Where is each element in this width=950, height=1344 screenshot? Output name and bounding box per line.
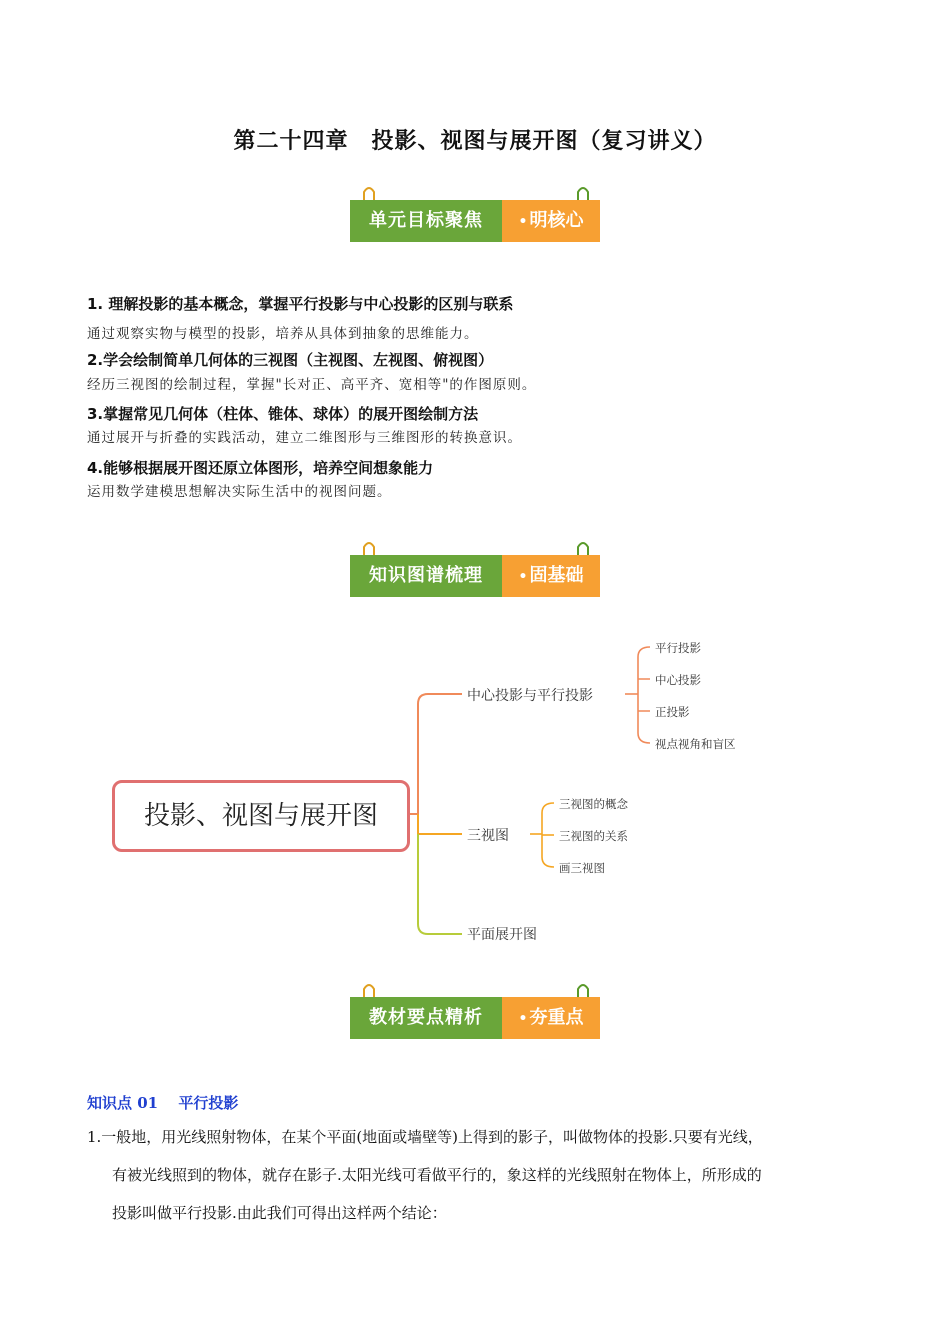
section-banner-key-points bbox=[350, 997, 600, 1039]
section-banner-goals bbox=[350, 200, 600, 242]
mindmap-leaf: 三视图的关系 bbox=[559, 829, 628, 843]
banner-left-text: 知识图谱梳理 bbox=[350, 555, 502, 597]
banner-dot: • bbox=[518, 569, 528, 585]
body-text-line: 有被光线照到的物体，就存在影子.太阳光线可看做平行的，象这样的光线照射在物体上，所形成的 bbox=[112, 1166, 762, 1184]
knowledge-point-heading: 知识点 01 平行投影 bbox=[87, 1094, 239, 1112]
banner-left-text: 单元目标聚焦 bbox=[350, 200, 502, 242]
mindmap-root-node: 投影、视图与展开图 bbox=[112, 780, 410, 852]
goal-desc-3: 通过展开与折叠的实践活动，建立二维图形与三维图形的转换意识。 bbox=[87, 430, 522, 446]
banner-left-text: 教材要点精析 bbox=[350, 997, 502, 1039]
mindmap-leaf: 平行投影 bbox=[655, 641, 701, 655]
mindmap-leaf: 三视图的概念 bbox=[559, 797, 628, 811]
mindmap-branch-three-views: 三视图 bbox=[467, 828, 509, 844]
banner-dot: • bbox=[518, 1011, 528, 1027]
banner-right-text: 明核心 bbox=[529, 210, 584, 231]
banner-right bbox=[502, 997, 600, 1039]
body-text-line: 投影叫做平行投影.由此我们可得出这样两个结论： bbox=[112, 1204, 447, 1222]
banner-right bbox=[502, 200, 600, 242]
goal-desc-2: 经历三视图的绘制过程，掌握"长对正、高平齐、宽相等"的作图原则。 bbox=[87, 377, 537, 393]
goal-heading-1: 1. 理解投影的基本概念，掌握平行投影与中心投影的区别与联系 bbox=[87, 295, 514, 313]
mindmap-leaf: 正投影 bbox=[655, 705, 690, 719]
mindmap-leaf: 画三视图 bbox=[559, 861, 605, 875]
mindmap-leaf: 中心投影 bbox=[655, 673, 701, 687]
body-text-line: 1.一般地，用光线照射物体，在某个平面(地面或墙壁等)上得到的影子，叫做物体的投影.只要有光线， bbox=[87, 1128, 763, 1146]
banner-right-text: 固基础 bbox=[529, 565, 584, 586]
goal-desc-4: 运用数学建模思想解决实际生活中的视图问题。 bbox=[87, 484, 392, 500]
goal-heading-2: 2.学会绘制简单几何体的三视图（主视图、左视图、俯视图） bbox=[87, 351, 494, 369]
mindmap-branch-projection: 中心投影与平行投影 bbox=[467, 688, 593, 704]
mindmap-branch-unfolding: 平面展开图 bbox=[467, 927, 537, 943]
goal-heading-3: 3.掌握常见几何体（柱体、锥体、球体）的展开图绘制方法 bbox=[87, 405, 479, 423]
banner-dot: • bbox=[518, 214, 528, 230]
section-banner-knowledge-map bbox=[350, 555, 600, 597]
page-title: 第二十四章 投影、视图与展开图（复习讲义） bbox=[233, 129, 717, 154]
banner-right bbox=[502, 555, 600, 597]
mindmap-leaf: 视点视角和盲区 bbox=[655, 737, 736, 751]
banner-right-text: 夯重点 bbox=[529, 1007, 584, 1028]
goal-desc-1: 通过观察实物与模型的投影，培养从具体到抽象的思维能力。 bbox=[87, 326, 479, 342]
goal-heading-4: 4.能够根据展开图还原立体图形，培养空间想象能力 bbox=[87, 459, 434, 477]
